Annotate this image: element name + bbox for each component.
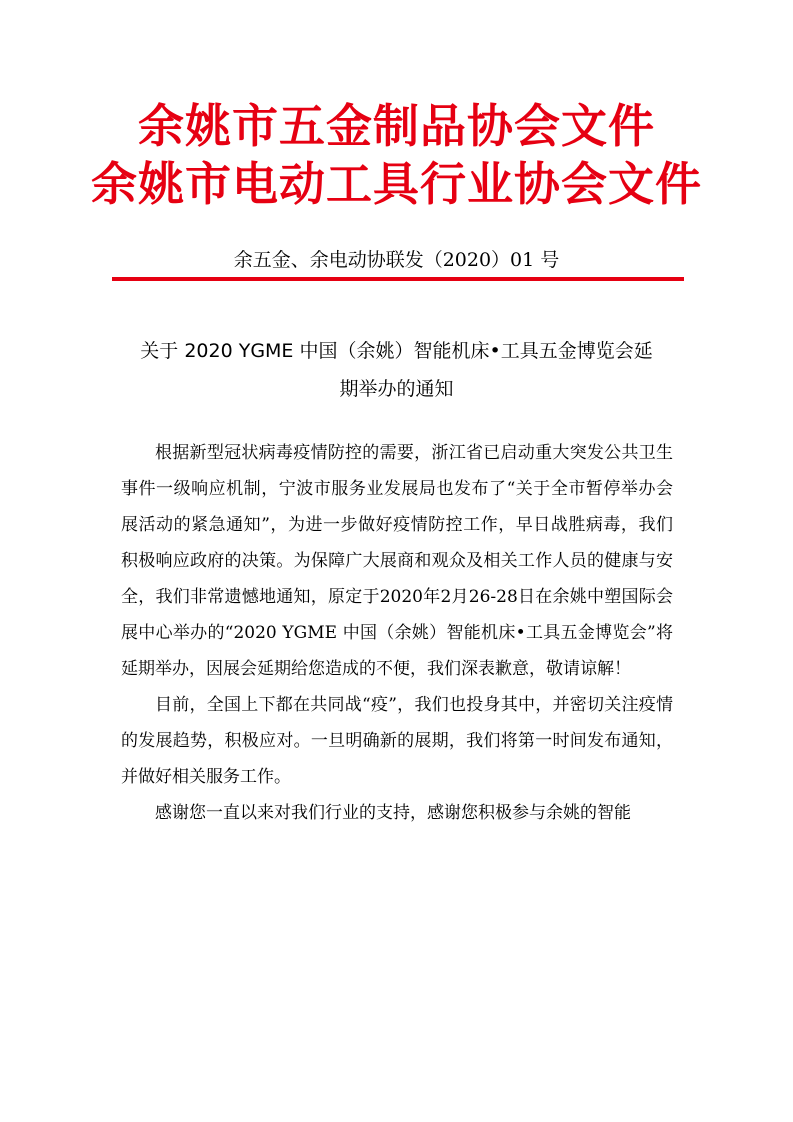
- body-paragraph-2: 目前，全国上下都在共同战“疫”，我们也投身其中，并密切关注疫情的发展趋势，积极应对。一旦明确新的展期，我们将第一时间发布通知，并做好相关服务工作。: [121, 695, 673, 787]
- document-number: 余五金、余电动协联发（2020）01 号: [233, 249, 560, 271]
- body-paragraph-1: 根据新型冠状病毒疫情防控的需要，浙江省已启动重大突发公共卫生事件一级响应机制，宁波市服务业发展局也发布了“关于全市暂停举办会展活动的紧急通知”，为进一步做好疫情防控工作，早日战胜病毒，我们积极响应政府的决策。为保障广大展商和观众及相关工作人员的健康与安全，我们非常遗憾地通知，原定于2020年2月26-28日在余姚中塑国际会展中心举办的“2020 YGME 中国（余姚）智能机床•工具五金博览会”将延期举办，因展会延期给您造成的不便，我们深表歉意，敬请谅解！: [121, 443, 673, 679]
- notice-title-line-1: 关于 2020 YGME 中国（余姚）智能机床•工具五金博览会延: [140, 340, 653, 362]
- notice-body: [121, 435, 673, 831]
- header-title-line-1: 余姚市五金制品协会文件: [138, 99, 655, 153]
- header-title-line-2: 余姚市电动工具行业协会文件: [91, 157, 702, 211]
- notice-title-line-2: 期举办的通知: [339, 378, 454, 400]
- notice-title: [110, 332, 683, 408]
- header-divider: [112, 277, 684, 281]
- body-paragraph-3: 感谢您一直以来对我们行业的支持，感谢您积极参与余姚的智能: [155, 803, 631, 823]
